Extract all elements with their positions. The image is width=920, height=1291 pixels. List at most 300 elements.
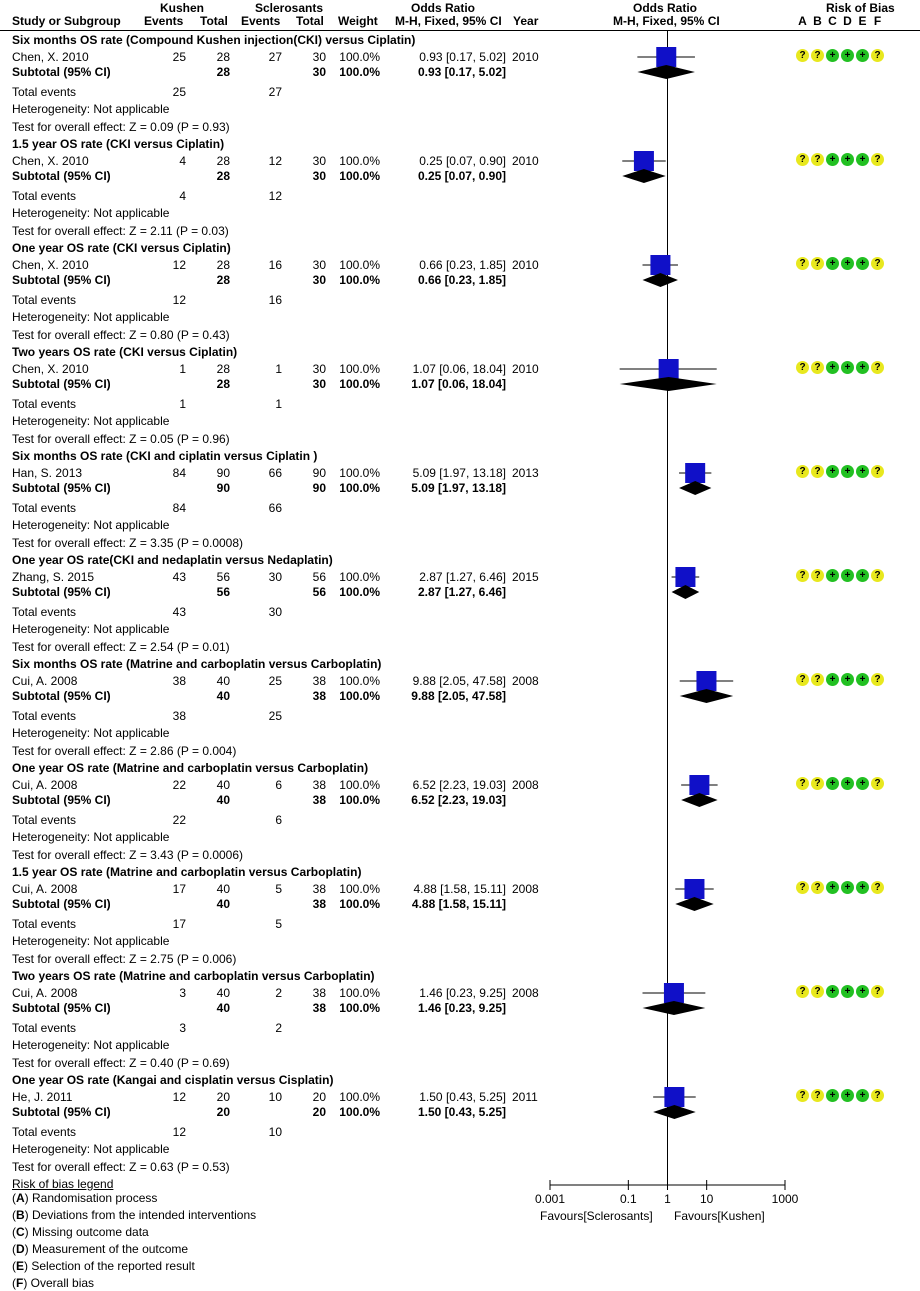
subtotal-label: Subtotal (95% CI) <box>12 481 111 495</box>
low-risk-icon: + <box>841 1089 854 1102</box>
total-events-kushen: 25 <box>172 85 186 99</box>
low-risk-icon: + <box>826 361 839 374</box>
heterogeneity-text: Heterogeneity: Not applicable <box>12 622 170 636</box>
sclerosants-events: 30 <box>268 570 282 584</box>
kushen-total: 28 <box>216 154 230 168</box>
unclear-risk-icon: ? <box>796 257 809 270</box>
study-year: 2008 <box>512 778 539 792</box>
sclerosants-events: 25 <box>268 674 282 688</box>
total-events-sclerosants: 27 <box>268 85 282 99</box>
header-events-1: Events <box>144 14 184 28</box>
subgroup-title: 1.5 year OS rate (CKI versus Ciplatin) <box>12 137 225 151</box>
overall-effect-test: Test for overall effect: Z = 0.09 (P = 0.93) <box>12 120 230 134</box>
subtotal-ci: 0.66 [0.23, 1.85] <box>417 273 506 287</box>
study-name: He, J. 2011 <box>12 1090 73 1104</box>
study-ci: 2.87 [1.27, 6.46] <box>419 570 506 584</box>
subtotal-ci: 6.52 [2.23, 19.03] <box>411 793 506 807</box>
total-events-sclerosants: 12 <box>268 189 282 203</box>
total-events-label: Total events <box>12 917 77 931</box>
sclerosants-total: 38 <box>312 986 326 1000</box>
study-square <box>664 1087 684 1107</box>
header-rob-title: Risk of Bias <box>826 1 895 15</box>
sclerosants-total: 38 <box>312 674 326 688</box>
low-risk-icon: + <box>826 569 839 582</box>
study-name: Chen, X. 2010 <box>12 154 89 168</box>
sclerosants-total: 30 <box>312 362 326 376</box>
subtotal-ci: 5.09 [1.97, 13.18] <box>411 481 506 495</box>
heterogeneity-text: Heterogeneity: Not applicable <box>12 310 170 324</box>
subtotal-kushen-total: 28 <box>216 273 230 287</box>
sclerosants-events: 66 <box>268 466 282 480</box>
kushen-total: 56 <box>216 570 230 584</box>
study-weight: 100.0% <box>339 154 380 168</box>
study-square <box>689 775 709 795</box>
total-events-label: Total events <box>12 397 77 411</box>
heterogeneity-text: Heterogeneity: Not applicable <box>12 414 170 428</box>
low-risk-icon: + <box>856 465 869 478</box>
kushen-total: 40 <box>216 986 230 1000</box>
subtotal-sclerosants-total: 38 <box>312 1001 326 1015</box>
sclerosants-events: 16 <box>268 258 282 272</box>
sclerosants-total: 30 <box>312 258 326 272</box>
kushen-events: 25 <box>172 50 186 64</box>
subgroup-title: Six months OS rate (CKI and ciplatin versus Ciplatin ) <box>12 449 318 463</box>
unclear-risk-icon: ? <box>871 257 884 270</box>
overall-effect-test: Test for overall effect: Z = 0.63 (P = 0.53) <box>12 1160 230 1174</box>
study-name: Han, S. 2013 <box>12 466 83 480</box>
low-risk-icon: + <box>856 569 869 582</box>
subtotal-kushen-total: 28 <box>216 169 230 183</box>
subtotal-label: Subtotal (95% CI) <box>12 169 111 183</box>
subtotal-kushen-total: 40 <box>216 793 230 807</box>
total-events-label: Total events <box>12 1021 77 1035</box>
unclear-risk-icon: ? <box>796 985 809 998</box>
subtotal-sclerosants-total: 38 <box>312 793 326 807</box>
total-events-label: Total events <box>12 1125 77 1139</box>
subtotal-weight: 100.0% <box>339 1001 380 1015</box>
overall-effect-test: Test for overall effect: Z = 2.75 (P = 0.006) <box>12 952 237 966</box>
study-square <box>664 983 684 1003</box>
subtotal-weight: 100.0% <box>339 481 380 495</box>
subtotal-weight: 100.0% <box>339 65 380 79</box>
unclear-risk-icon: ? <box>796 569 809 582</box>
unclear-risk-icon: ? <box>811 985 824 998</box>
study-name: Chen, X. 2010 <box>12 50 89 64</box>
total-events-kushen: 3 <box>179 1021 186 1035</box>
subtotal-diamond <box>672 585 700 599</box>
study-square <box>685 463 705 483</box>
low-risk-icon: + <box>856 673 869 686</box>
total-events-sclerosants: 16 <box>268 293 282 307</box>
sclerosants-events: 12 <box>268 154 282 168</box>
subtotal-label: Subtotal (95% CI) <box>12 897 111 911</box>
unclear-risk-icon: ? <box>871 361 884 374</box>
header-events-2: Events <box>241 14 281 28</box>
low-risk-icon: + <box>856 1089 869 1102</box>
kushen-events: 4 <box>179 154 186 168</box>
heterogeneity-text: Heterogeneity: Not applicable <box>12 830 170 844</box>
unclear-risk-icon: ? <box>811 1089 824 1102</box>
heterogeneity-text: Heterogeneity: Not applicable <box>12 934 170 948</box>
unclear-risk-icon: ? <box>811 881 824 894</box>
subtotal-sclerosants-total: 20 <box>312 1105 326 1119</box>
unclear-risk-icon: ? <box>796 153 809 166</box>
kushen-total: 28 <box>216 258 230 272</box>
sclerosants-total: 30 <box>312 50 326 64</box>
low-risk-icon: + <box>841 777 854 790</box>
header-plot-method: M-H, Fixed, 95% CI <box>613 14 720 28</box>
kushen-events: 43 <box>172 570 186 584</box>
study-name: Cui, A. 2008 <box>12 986 78 1000</box>
x-tick-label: 1000 <box>771 1192 799 1206</box>
subtotal-label: Subtotal (95% CI) <box>12 793 111 807</box>
x-tick-label: 0.1 <box>619 1192 637 1206</box>
sclerosants-events: 5 <box>275 882 282 896</box>
total-events-label: Total events <box>12 709 77 723</box>
subtotal-label: Subtotal (95% CI) <box>12 689 111 703</box>
sclerosants-events: 1 <box>275 362 282 376</box>
low-risk-icon: + <box>841 569 854 582</box>
unclear-risk-icon: ? <box>871 569 884 582</box>
subtotal-sclerosants-total: 30 <box>312 65 326 79</box>
study-ci: 1.50 [0.43, 5.25] <box>419 1090 506 1104</box>
sclerosants-total: 38 <box>312 882 326 896</box>
unclear-risk-icon: ? <box>811 569 824 582</box>
subtotal-sclerosants-total: 30 <box>312 377 326 391</box>
study-square <box>634 151 654 171</box>
subtotal-diamond <box>622 169 665 183</box>
heterogeneity-text: Heterogeneity: Not applicable <box>12 726 170 740</box>
sclerosants-events: 27 <box>268 50 282 64</box>
study-weight: 100.0% <box>339 466 380 480</box>
subtotal-ci: 9.88 [2.05, 47.58] <box>411 689 506 703</box>
subtotal-ci: 1.46 [0.23, 9.25] <box>417 1001 506 1015</box>
study-weight: 100.0% <box>339 674 380 688</box>
legend-item-c: (C) Missing outcome data <box>12 1225 149 1239</box>
low-risk-icon: + <box>826 1089 839 1102</box>
unclear-risk-icon: ? <box>796 361 809 374</box>
study-square <box>696 671 716 691</box>
unclear-risk-icon: ? <box>796 465 809 478</box>
subgroup-title: One year OS rate(CKI and nedaplatin versus Nedaplatin) <box>12 553 333 567</box>
rob-letter-d: D <box>843 14 852 28</box>
header-or-title: Odds Ratio <box>411 1 476 15</box>
heterogeneity-text: Heterogeneity: Not applicable <box>12 1038 170 1052</box>
total-events-sclerosants: 30 <box>268 605 282 619</box>
heterogeneity-text: Heterogeneity: Not applicable <box>12 102 170 116</box>
study-year: 2013 <box>512 466 539 480</box>
subtotal-weight: 100.0% <box>339 897 380 911</box>
study-ci: 4.88 [1.58, 15.11] <box>413 882 506 896</box>
study-ci: 5.09 [1.97, 13.18] <box>412 466 506 480</box>
study-ci: 1.07 [0.06, 18.04] <box>412 362 506 376</box>
subtotal-diamond <box>680 689 733 703</box>
subtotal-sclerosants-total: 38 <box>312 689 326 703</box>
subtotal-kushen-total: 40 <box>216 689 230 703</box>
rob-letter-a: A <box>798 14 807 28</box>
unclear-risk-icon: ? <box>811 49 824 62</box>
unclear-risk-icon: ? <box>871 985 884 998</box>
low-risk-icon: + <box>856 49 869 62</box>
subtotal-weight: 100.0% <box>339 377 380 391</box>
header-or-method: M-H, Fixed, 95% CI <box>395 14 502 28</box>
unclear-risk-icon: ? <box>796 777 809 790</box>
total-events-kushen: 12 <box>172 1125 186 1139</box>
subtotal-diamond <box>679 481 711 495</box>
legend-item-b: (B) Deviations from the intended interventions <box>12 1208 257 1222</box>
subtotal-kushen-total: 56 <box>216 585 230 599</box>
low-risk-icon: + <box>841 465 854 478</box>
total-events-sclerosants: 5 <box>275 917 282 931</box>
low-risk-icon: + <box>841 985 854 998</box>
study-weight: 100.0% <box>339 778 380 792</box>
overall-effect-test: Test for overall effect: Z = 3.35 (P = 0.0008) <box>12 536 244 550</box>
subtotal-kushen-total: 40 <box>216 897 230 911</box>
study-weight: 100.0% <box>339 258 380 272</box>
total-events-label: Total events <box>12 293 77 307</box>
kushen-events: 12 <box>172 258 186 272</box>
subtotal-diamond <box>643 273 678 287</box>
low-risk-icon: + <box>826 881 839 894</box>
header-study: Study or Subgroup <box>12 14 121 28</box>
subtotal-ci: 0.93 [0.17, 5.02] <box>417 65 506 79</box>
subtotal-weight: 100.0% <box>339 793 380 807</box>
unclear-risk-icon: ? <box>811 257 824 270</box>
subtotal-label: Subtotal (95% CI) <box>12 377 111 391</box>
unclear-risk-icon: ? <box>871 777 884 790</box>
subtotal-kushen-total: 28 <box>216 65 230 79</box>
subtotal-diamond <box>620 377 717 391</box>
sclerosants-total: 90 <box>312 466 326 480</box>
overall-effect-test: Test for overall effect: Z = 3.43 (P = 0.0006) <box>12 848 244 862</box>
subtotal-sclerosants-total: 38 <box>312 897 326 911</box>
study-name: Chen, X. 2010 <box>12 362 89 376</box>
sclerosants-total: 20 <box>312 1090 326 1104</box>
subgroup-title: Six months OS rate (Compound Kushen injection(CKI) versus Ciplatin) <box>12 33 416 47</box>
low-risk-icon: + <box>826 465 839 478</box>
low-risk-icon: + <box>841 257 854 270</box>
rob-letter-c: C <box>828 14 837 28</box>
low-risk-icon: + <box>826 153 839 166</box>
study-square <box>656 47 676 67</box>
total-events-label: Total events <box>12 605 77 619</box>
subtotal-diamond <box>681 793 717 807</box>
unclear-risk-icon: ? <box>871 465 884 478</box>
study-name: Cui, A. 2008 <box>12 778 78 792</box>
subtotal-diamond <box>653 1105 696 1119</box>
subtotal-label: Subtotal (95% CI) <box>12 585 111 599</box>
kushen-events: 3 <box>179 986 186 1000</box>
kushen-events: 12 <box>172 1090 186 1104</box>
overall-effect-test: Test for overall effect: Z = 2.54 (P = 0.01) <box>12 640 230 654</box>
legend-title: Risk of bias legend <box>12 1177 114 1191</box>
subgroup-title: One year OS rate (Kangai and cisplatin versus Cisplatin) <box>12 1073 334 1087</box>
kushen-events: 84 <box>172 466 186 480</box>
total-events-kushen: 1 <box>179 397 186 411</box>
study-year: 2010 <box>512 154 539 168</box>
low-risk-icon: + <box>826 777 839 790</box>
study-weight: 100.0% <box>339 882 380 896</box>
sclerosants-total: 30 <box>312 154 326 168</box>
subtotal-sclerosants-total: 90 <box>312 481 326 495</box>
total-events-label: Total events <box>12 189 77 203</box>
overall-effect-test: Test for overall effect: Z = 2.86 (P = 0.004) <box>12 744 237 758</box>
study-weight: 100.0% <box>339 1090 380 1104</box>
kushen-total: 28 <box>216 50 230 64</box>
overall-effect-test: Test for overall effect: Z = 0.80 (P = 0.43) <box>12 328 230 342</box>
study-weight: 100.0% <box>339 362 380 376</box>
legend-item-a: (A) Randomisation process <box>12 1191 158 1205</box>
subtotal-weight: 100.0% <box>339 169 380 183</box>
favours-right-label: Favours[Kushen] <box>674 1209 765 1223</box>
study-ci: 0.25 [0.07, 0.90] <box>419 154 506 168</box>
header-total-2: Total <box>296 14 324 28</box>
sclerosants-events: 2 <box>275 986 282 1000</box>
subtotal-weight: 100.0% <box>339 273 380 287</box>
subgroup-title: Six months OS rate (Matrine and carboplatin versus Carboplatin) <box>12 657 382 671</box>
total-events-kushen: 43 <box>172 605 186 619</box>
unclear-risk-icon: ? <box>871 1089 884 1102</box>
subgroup-title: One year OS rate (Matrine and carboplatin versus Carboplatin) <box>12 761 369 775</box>
low-risk-icon: + <box>841 361 854 374</box>
study-square <box>675 567 695 587</box>
total-events-sclerosants: 6 <box>275 813 282 827</box>
study-year: 2011 <box>512 1090 538 1104</box>
kushen-total: 40 <box>216 674 230 688</box>
low-risk-icon: + <box>856 257 869 270</box>
unclear-risk-icon: ? <box>796 1089 809 1102</box>
low-risk-icon: + <box>841 881 854 894</box>
x-tick-label: 1 <box>664 1192 671 1206</box>
study-weight: 100.0% <box>339 570 380 584</box>
study-name: Chen, X. 2010 <box>12 258 89 272</box>
total-events-kushen: 4 <box>179 189 186 203</box>
legend-item-e: (E) Selection of the reported result <box>12 1259 195 1273</box>
total-events-sclerosants: 66 <box>268 501 282 515</box>
subtotal-weight: 100.0% <box>339 689 380 703</box>
subtotal-kushen-total: 90 <box>216 481 230 495</box>
subtotal-kushen-total: 28 <box>216 377 230 391</box>
subtotal-sclerosants-total: 30 <box>312 169 326 183</box>
subtotal-kushen-total: 20 <box>216 1105 230 1119</box>
study-weight: 100.0% <box>339 50 380 64</box>
subtotal-weight: 100.0% <box>339 585 380 599</box>
legend-item-f: (F) Overall bias <box>12 1276 95 1290</box>
study-name: Cui, A. 2008 <box>12 882 78 896</box>
unclear-risk-icon: ? <box>796 673 809 686</box>
legend-item-d: (D) Measurement of the outcome <box>12 1242 189 1256</box>
unclear-risk-icon: ? <box>871 153 884 166</box>
low-risk-icon: + <box>856 777 869 790</box>
heterogeneity-text: Heterogeneity: Not applicable <box>12 518 170 532</box>
total-events-sclerosants: 25 <box>268 709 282 723</box>
low-risk-icon: + <box>856 881 869 894</box>
kushen-total: 20 <box>216 1090 230 1104</box>
total-events-sclerosants: 10 <box>268 1125 282 1139</box>
low-risk-icon: + <box>841 49 854 62</box>
study-weight: 100.0% <box>339 986 380 1000</box>
low-risk-icon: + <box>856 153 869 166</box>
kushen-events: 1 <box>179 362 186 376</box>
low-risk-icon: + <box>826 257 839 270</box>
unclear-risk-icon: ? <box>811 153 824 166</box>
sclerosants-events: 6 <box>275 778 282 792</box>
header-plot-title: Odds Ratio <box>633 1 698 15</box>
rob-letter-f: F <box>873 14 882 28</box>
overall-effect-test: Test for overall effect: Z = 0.40 (P = 0.69) <box>12 1056 230 1070</box>
subtotal-diamond <box>637 65 695 79</box>
subtotal-kushen-total: 40 <box>216 1001 230 1015</box>
total-events-sclerosants: 2 <box>275 1021 282 1035</box>
subtotal-diamond <box>675 897 713 911</box>
kushen-events: 22 <box>172 778 186 792</box>
study-ci: 6.52 [2.23, 19.03] <box>412 778 506 792</box>
study-ci: 0.66 [0.23, 1.85] <box>419 258 506 272</box>
subtotal-label: Subtotal (95% CI) <box>12 273 111 287</box>
kushen-total: 40 <box>216 882 230 896</box>
total-events-kushen: 22 <box>172 813 186 827</box>
study-year: 2010 <box>512 258 539 272</box>
low-risk-icon: + <box>841 153 854 166</box>
unclear-risk-icon: ? <box>871 673 884 686</box>
rob-letter-b: B <box>813 14 822 28</box>
study-year: 2008 <box>512 986 539 1000</box>
unclear-risk-icon: ? <box>796 881 809 894</box>
sclerosants-total: 38 <box>312 778 326 792</box>
subtotal-ci: 1.50 [0.43, 5.25] <box>417 1105 506 1119</box>
subtotal-ci: 0.25 [0.07, 0.90] <box>417 169 506 183</box>
subtotal-ci: 2.87 [1.27, 6.46] <box>417 585 506 599</box>
kushen-total: 28 <box>216 362 230 376</box>
total-events-kushen: 12 <box>172 293 186 307</box>
overall-effect-test: Test for overall effect: Z = 0.05 (P = 0.96) <box>12 432 230 446</box>
subtotal-diamond <box>643 1001 706 1015</box>
subtotal-label: Subtotal (95% CI) <box>12 65 111 79</box>
subgroup-title: One year OS rate (CKI versus Ciplatin) <box>12 241 231 255</box>
study-square <box>659 359 679 379</box>
subgroup-title: Two years OS rate (Matrine and carboplatin versus Carboplatin) <box>12 969 375 983</box>
subtotal-label: Subtotal (95% CI) <box>12 1105 111 1119</box>
unclear-risk-icon: ? <box>811 361 824 374</box>
total-events-kushen: 17 <box>172 917 186 931</box>
unclear-risk-icon: ? <box>811 777 824 790</box>
study-name: Zhang, S. 2015 <box>12 570 95 584</box>
low-risk-icon: + <box>856 361 869 374</box>
header-total-1: Total <box>200 14 228 28</box>
study-year: 2008 <box>512 674 539 688</box>
unclear-risk-icon: ? <box>811 673 824 686</box>
low-risk-icon: + <box>826 985 839 998</box>
unclear-risk-icon: ? <box>811 465 824 478</box>
total-events-kushen: 38 <box>172 709 186 723</box>
total-events-sclerosants: 1 <box>275 397 282 411</box>
x-tick-label: 10 <box>699 1192 714 1206</box>
study-year: 2010 <box>512 362 539 376</box>
low-risk-icon: + <box>826 49 839 62</box>
favours-left-label: Favours[Sclerosants] <box>540 1209 653 1223</box>
study-year: 2010 <box>512 50 539 64</box>
sclerosants-total: 56 <box>312 570 326 584</box>
rob-letter-e: E <box>858 14 867 28</box>
kushen-total: 90 <box>216 466 230 480</box>
subtotal-ci: 1.07 [0.06, 18.04] <box>411 377 506 391</box>
kushen-events: 17 <box>172 882 186 896</box>
study-ci: 1.46 [0.23, 9.25] <box>419 986 506 1000</box>
header-year: Year <box>513 14 539 28</box>
subgroup-title: 1.5 year OS rate (Matrine and carboplatin versus Carboplatin) <box>12 865 362 879</box>
overall-effect-test: Test for overall effect: Z = 2.11 (P = 0.03) <box>12 224 229 238</box>
total-events-label: Total events <box>12 813 77 827</box>
